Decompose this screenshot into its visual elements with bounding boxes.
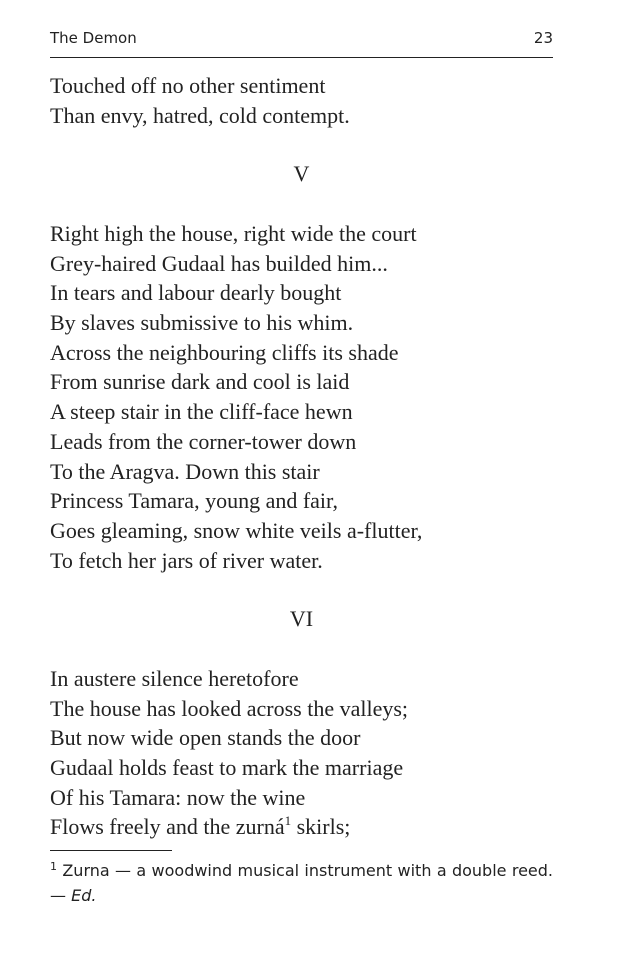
- poem-line: Than envy, hatred, cold contempt.: [50, 102, 350, 128]
- stanza-heading-vi: VI: [289, 606, 314, 631]
- stanza-v: [50, 219, 422, 575]
- poem-line: Princess Tamara, young and fair,: [50, 488, 338, 514]
- footnote-divider: [50, 850, 172, 851]
- footnote-number: 1: [50, 860, 57, 873]
- footnote-reference[interactable]: 1: [284, 813, 292, 829]
- poem-line: To the Aragva. Down this stair: [50, 458, 320, 484]
- poem-line-text: Flows freely and the zurná: [50, 814, 285, 840]
- poem-line: But now wide open stands the door: [50, 725, 361, 751]
- poem-line: Gudaal holds feast to mark the marriage: [50, 755, 404, 781]
- poem-line-text: skirls;: [291, 814, 351, 840]
- poem-line: Goes gleaming, snow white veils a-flutter,: [50, 517, 423, 543]
- footnote-text: Zurna — a woodwind musical instrument with a double reed. —: [50, 861, 553, 905]
- poem-line: In tears and labour dearly bought: [50, 280, 342, 306]
- poem-line-with-footnote: [50, 812, 408, 842]
- poem-line: By slaves submissive to his whim.: [50, 310, 354, 336]
- running-header: [50, 27, 553, 58]
- stanza-vi: [50, 664, 408, 842]
- stanza-intro: [50, 71, 350, 130]
- poem-line: Across the neighbouring cliffs its shade: [50, 339, 399, 365]
- poem-line: In austere silence heretofore: [50, 666, 299, 691]
- poem-line: Right high the house, right wide the court: [50, 221, 417, 246]
- page-number: 23: [533, 29, 553, 47]
- poem-line: Grey-haired Gudaal has builded him...: [50, 250, 388, 276]
- poem-line: The house has looked across the valleys;: [50, 695, 409, 721]
- footnote: [50, 858, 553, 908]
- poem-line: Leads from the corner-tower down: [50, 428, 357, 454]
- poem-line: A steep stair in the cliff-face hewn: [50, 399, 353, 425]
- poem-line: To fetch her jars of river water.: [50, 547, 323, 573]
- running-title: The Demon: [50, 29, 137, 47]
- poem-line: From sunrise dark and cool is laid: [50, 369, 350, 395]
- stanza-heading-v: V: [293, 161, 310, 186]
- footnote-editor-mark: Ed.: [71, 886, 97, 905]
- poem-line: Touched off no other sentiment: [50, 73, 326, 98]
- poem-line: Of his Tamara: now the wine: [50, 784, 306, 810]
